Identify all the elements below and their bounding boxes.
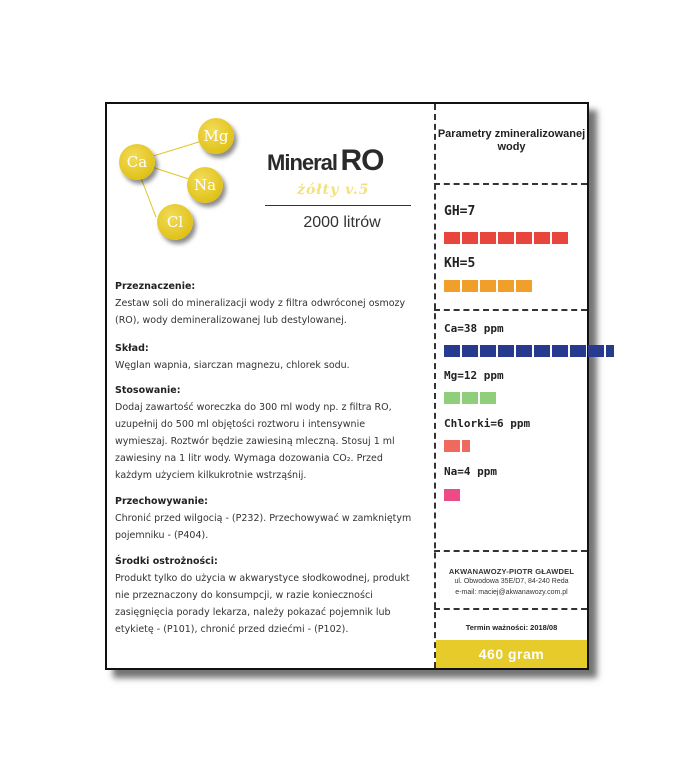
section-line: Zestaw soli do mineralizacji wody z filtra odwróconej osmozy [115, 298, 406, 309]
param-kh-bars [444, 280, 532, 292]
divider-line [434, 309, 587, 311]
indicator-block [480, 280, 496, 292]
brand-divider [265, 205, 411, 206]
net-weight: 460 gram [436, 640, 587, 668]
indicator-block [462, 345, 478, 357]
indicator-block [570, 345, 586, 357]
company-info [436, 567, 587, 598]
divider-line [434, 550, 587, 552]
param-gh-label: GH=7 [444, 204, 476, 219]
indicator-block [588, 345, 604, 357]
product-variant: żółty v.5 [297, 182, 370, 198]
section-line: zawiesiny na 1 litr wody. Wymaga dozowania CO₂. Przed [115, 453, 383, 464]
indicator-block [480, 345, 496, 357]
indicator-block [516, 232, 532, 244]
product-volume: 2000 litrów [303, 214, 381, 231]
molecule-na: Na [187, 167, 223, 203]
indicator-block [444, 392, 460, 404]
param-na-label: Na=4 ppm [444, 465, 497, 478]
section-heading: Środki ostrożności: [115, 556, 218, 567]
section-precautions [115, 553, 425, 638]
molecule-ca: Ca [119, 144, 155, 180]
indicator-block [516, 345, 532, 357]
section-line: nie przeznaczony do konsumpcji, w razie konieczności [115, 590, 373, 601]
param-na-bars [444, 489, 460, 501]
param-kh-label: KH=5 [444, 256, 476, 271]
expiry-date: Termin ważności: 2018/08 [465, 623, 558, 632]
param-ca-bars [444, 345, 614, 357]
company-email: e-mail: maciej@akwanawozy.com.pl [455, 589, 568, 596]
product-label [105, 102, 589, 670]
param-ca-label: Ca=38 ppm [444, 322, 504, 335]
section-line: Dodaj zawartość woreczka do 300 ml wody np. z filtra RO, [115, 402, 392, 413]
indicator-block [444, 345, 460, 357]
indicator-block [444, 440, 460, 452]
section-line: etykietę - (P101), chronić przed dziećmi - (P102). [115, 624, 349, 635]
indicator-block [606, 345, 614, 357]
indicator-block [498, 280, 514, 292]
brand-word-1: Mineral [267, 150, 338, 175]
section-heading: Skład: [115, 343, 149, 354]
indicator-block [480, 392, 496, 404]
divider-line [434, 608, 587, 610]
indicator-block [534, 232, 550, 244]
company-address: ul. Obwodowa 35E/D7, 84-240 Reda [454, 578, 569, 585]
section-line: zasięgnięcia porady lekarza, należy pokazać pojemnik lub [115, 607, 391, 618]
section-storage [115, 493, 425, 544]
section-line: każdym użyciem kilkukrotnie wstrząśnij. [115, 470, 307, 481]
company-name: AKWANAWOZY-PIOTR GŁAWDEL [448, 567, 575, 576]
section-line: Produkt tylko do użycia w akwarystyce słodkowodnej, produkt [115, 573, 410, 584]
param-gh-bars [444, 232, 568, 244]
param-chloride-label: Chlorki=6 ppm [444, 417, 531, 430]
section-composition [115, 340, 425, 374]
section-line: Chronić przed wilgocią - (P232). Przechowywać w zamkniętym [115, 513, 412, 524]
section-line: pojemniku - (P404). [115, 530, 209, 541]
indicator-block [498, 232, 514, 244]
indicator-block [462, 280, 478, 292]
indicator-block [462, 440, 470, 452]
indicator-block [480, 232, 496, 244]
molecule-cl: Cl [157, 204, 193, 240]
indicator-block [444, 280, 460, 292]
indicator-block [552, 345, 568, 357]
param-mg-bars [444, 392, 496, 404]
indicator-block [444, 489, 460, 501]
param-mg-label: Mg=12 ppm [444, 369, 504, 382]
indicator-block [516, 280, 532, 292]
product-brand [267, 144, 383, 178]
section-line: (RO), wody demineralizowanej lub destylowanej. [115, 315, 347, 326]
section-heading: Przechowywanie: [115, 496, 208, 507]
indicator-block [444, 232, 460, 244]
section-usage [115, 382, 425, 484]
molecule-mg: Mg [198, 118, 234, 154]
indicator-block [498, 345, 514, 357]
param-chloride-bars [444, 440, 470, 452]
section-line: wymieszaj. Roztwór będzie zawiesiną mleczną. Stosuj 1 ml [115, 436, 395, 447]
section-line: Węglan wapnia, siarczan magnezu, chlorek sodu. [115, 360, 350, 371]
section-line: uzupełnij do 500 ml objętości roztworu i intensywnie [115, 419, 366, 430]
indicator-block [462, 232, 478, 244]
parameters-title: Parametry zmineralizowanej wody [437, 128, 586, 153]
indicator-block [462, 392, 478, 404]
indicator-block [534, 345, 550, 357]
section-purpose [115, 278, 425, 329]
section-heading: Przeznaczenie: [115, 281, 196, 292]
indicator-block [552, 232, 568, 244]
brand-word-2: RO [340, 144, 384, 177]
section-heading: Stosowanie: [115, 385, 181, 396]
